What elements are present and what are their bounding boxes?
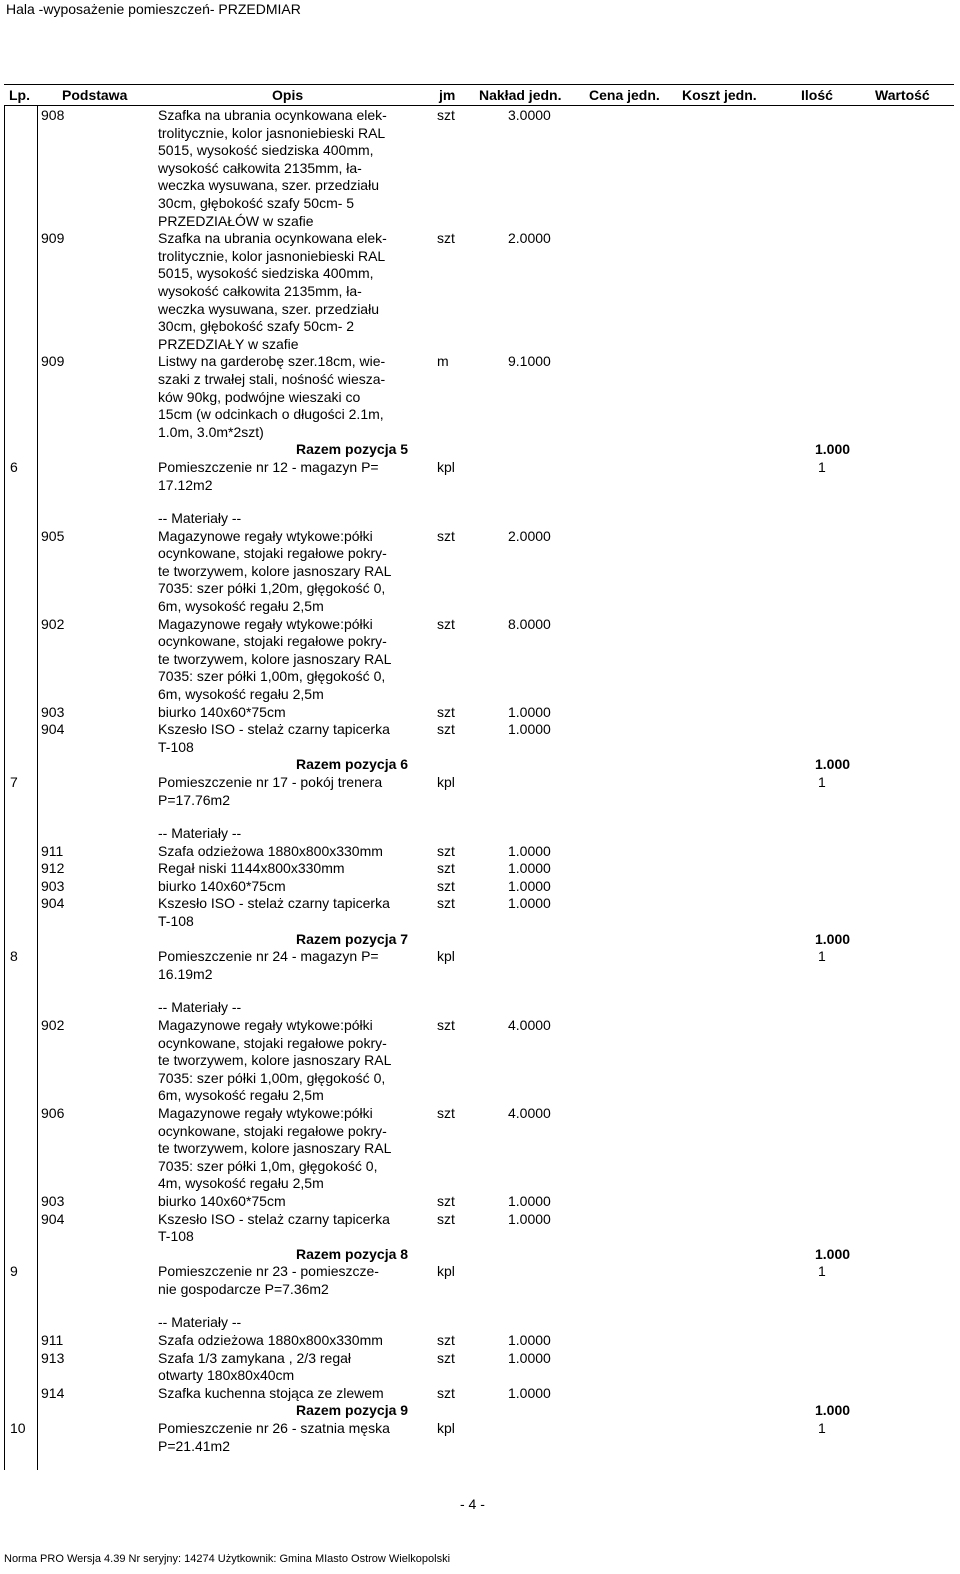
description-line: Magazynowe regały wtykowe:półki	[158, 527, 373, 544]
description-line: 1.0m, 3.0m*2szt)	[158, 423, 264, 440]
description-line: Kszesło ISO - stelaż czarny tapicerka	[158, 895, 390, 912]
description-line: 6m, wysokość regału 2,5m	[158, 598, 324, 615]
unit-cell: m	[437, 353, 449, 370]
section-label: -- Materiały --	[158, 510, 242, 527]
description-line: te tworzywem, kolore jasnoszary RAL	[158, 1140, 392, 1157]
description-line: ocynkowane, stojaki regałowe pokry-	[158, 1034, 387, 1051]
position-total-label: Razem pozycja 6	[296, 756, 409, 773]
description-line: Pomieszczenie nr 12 - magazyn P=	[158, 459, 379, 475]
unit-cell: szt	[437, 895, 455, 912]
description-line: Magazynowe regały wtykowe:półki	[158, 1016, 373, 1033]
description-line: Szafka kuchenna stojąca ze zlewem	[158, 1384, 384, 1401]
catalog-code: 902	[41, 1016, 65, 1033]
header-cena: Cena jedn.	[589, 87, 660, 103]
description-line: Pomieszczenie nr 23 - pomieszcze-	[158, 1263, 379, 1280]
quantity-cell: 4.0000	[508, 1104, 551, 1121]
catalog-code: 903	[41, 877, 65, 894]
position-total-value: 1.000	[815, 1245, 851, 1262]
section-label: -- Materiały --	[158, 825, 242, 842]
header-naklad: Nakład jedn.	[479, 87, 562, 103]
unit-cell: szt	[437, 1192, 455, 1209]
description-line: biurko 140x60*75cm	[158, 1192, 286, 1209]
footer: Norma PRO Wersja 4.39 Nr seryjny: 14274 Użytkownik: Gmina MIasto Ostrow Wielkopolski	[4, 1553, 451, 1565]
quantity-cell: 1.0000	[508, 1192, 551, 1209]
description-line: trolitycznie, kolor jasnoniebieski RAL	[158, 124, 386, 141]
description-line: 7035: szer półki 1,00m, głęgokość 0,	[158, 1069, 386, 1086]
quantity-cell: 1.0000	[508, 877, 551, 894]
description-line: Szafka na ubrania ocynkowana elek-	[158, 230, 387, 247]
header-podstawa: Podstawa	[62, 87, 128, 103]
quantity-cell: 2.0000	[508, 527, 551, 544]
description-line: te tworzywem, kolore jasnoszary RAL	[158, 1052, 392, 1069]
unit-cell: szt	[437, 1384, 455, 1401]
description-line: ków 90kg, podwójne wieszaki co	[158, 388, 361, 405]
description-line: 15cm (w odcinkach o długości 2.1m,	[158, 406, 384, 423]
catalog-code: 902	[41, 615, 65, 632]
description-line: T-108	[158, 913, 194, 930]
description-line: 7035: szer półki 1,0m, głęgokość 0,	[158, 1157, 378, 1174]
quantity-cell: 1.0000	[508, 1210, 551, 1227]
position-quantity: 1	[818, 1419, 826, 1436]
description-line: Kszesło ISO - stelaż czarny tapicerka	[158, 721, 390, 738]
position-total-value: 1.000	[815, 1402, 851, 1419]
catalog-code: 909	[41, 353, 65, 370]
description-line: 5015, wysokość siedziska 400mm,	[158, 265, 374, 282]
description-line: Pomieszczenie nr 26 - szatnia męska	[158, 1419, 390, 1436]
unit-cell: kpl	[437, 948, 455, 965]
quantity-cell: 3.0000	[508, 107, 551, 123]
position-total-label: Razem pozycja 5	[296, 441, 409, 458]
catalog-code: 908	[41, 107, 65, 123]
description-line: 7035: szer półki 1,00m, głęgokość 0,	[158, 668, 386, 685]
header-ilosc: Ilość	[801, 87, 833, 103]
description-line: otwarty 180x80x40cm	[158, 1367, 295, 1384]
quantity-cell: 1.0000	[508, 860, 551, 877]
description-line: wysokość całkowita 2135mm, ła-	[158, 159, 362, 176]
position-quantity: 1	[818, 459, 826, 475]
description-line: T-108	[158, 738, 194, 755]
unit-cell: kpl	[437, 459, 455, 475]
catalog-code: 903	[41, 703, 65, 720]
catalog-code: 913	[41, 1349, 65, 1366]
position-number: 6	[10, 459, 18, 475]
description-line: Szafa odzieżowa 1880x800x330mm	[158, 842, 383, 859]
position-total-label: Razem pozycja 8	[296, 1245, 409, 1262]
description-line: ocynkowane, stojaki regałowe pokry-	[158, 545, 387, 562]
unit-cell: szt	[437, 842, 455, 859]
catalog-code: 911	[41, 842, 64, 859]
table-header	[4, 84, 954, 106]
position-quantity: 1	[818, 774, 826, 791]
description-line: 30cm, głębokość szafy 50cm- 2	[158, 318, 355, 335]
position-number: 9	[10, 1263, 18, 1280]
position-quantity: 1	[818, 948, 826, 965]
description-line: 4m, wysokość regału 2,5m	[158, 1175, 324, 1192]
unit-cell: szt	[437, 1016, 455, 1033]
description-line: Pomieszczenie nr 17 - pokój trenera	[158, 774, 383, 791]
quantity-cell: 1.0000	[508, 842, 551, 859]
unit-cell: szt	[437, 107, 455, 123]
description-line: te tworzywem, kolore jasnoszary RAL	[158, 650, 392, 667]
description-line: 16.19m2	[158, 965, 213, 982]
description-line: 17.12m2	[158, 476, 213, 493]
header-koszt: Koszt jedn.	[682, 87, 757, 103]
description-line: 7035: szer półki 1,20m, głęgokość 0,	[158, 580, 386, 597]
description-line: 30cm, głębokość szafy 50cm- 5	[158, 195, 355, 211]
description-line: 6m, wysokość regału 2,5m	[158, 1087, 324, 1104]
catalog-code: 909	[41, 230, 65, 247]
description-line: nie gospodarcze P=7.36m2	[158, 1280, 329, 1297]
quantity-cell: 1.0000	[508, 895, 551, 912]
catalog-code: 905	[41, 527, 65, 544]
description-line: weczka wysuwana, szer. przedziału	[158, 300, 379, 317]
header-wartosc: Wartość	[875, 87, 930, 103]
position-total-value: 1.000	[815, 930, 851, 947]
description-line: P=21.41m2	[158, 1437, 230, 1454]
unit-cell: szt	[437, 721, 455, 738]
header-jm: jm	[439, 87, 456, 103]
description-line: Magazynowe regały wtykowe:półki	[158, 1104, 373, 1121]
quantity-cell: 9.1000	[508, 353, 551, 370]
position-number: 10	[10, 1419, 26, 1436]
description-line: Szafka na ubrania ocynkowana elek-	[158, 107, 387, 123]
description-line: Magazynowe regały wtykowe:półki	[158, 615, 373, 632]
quantity-cell: 1.0000	[508, 721, 551, 738]
quantity-cell: 1.0000	[508, 1331, 551, 1348]
description-line: trolitycznie, kolor jasnoniebieski RAL	[158, 247, 386, 264]
description-line: T-108	[158, 1228, 194, 1245]
unit-cell: szt	[437, 1331, 455, 1348]
quantity-cell: 8.0000	[508, 615, 551, 632]
page-number: - 4 -	[460, 1496, 485, 1512]
position-number: 7	[10, 774, 18, 791]
catalog-code: 904	[41, 721, 65, 738]
section-label: -- Materiały --	[158, 1314, 242, 1331]
catalog-code: 906	[41, 1104, 65, 1121]
catalog-code: 903	[41, 1192, 65, 1209]
description-line: Pomieszczenie nr 24 - magazyn P=	[158, 948, 379, 965]
unit-cell: kpl	[437, 774, 455, 791]
description-line: 6m, wysokość regału 2,5m	[158, 686, 324, 703]
position-number: 8	[10, 948, 18, 965]
description-line: weczka wysuwana, szer. przedziału	[158, 177, 379, 194]
description-line: Kszesło ISO - stelaż czarny tapicerka	[158, 1210, 390, 1227]
position-total-value: 1.000	[815, 756, 851, 773]
position-total-value: 1.000	[815, 441, 851, 458]
position-quantity: 1	[818, 1263, 826, 1280]
table-border-lp	[37, 105, 38, 1470]
position-total-label: Razem pozycja 7	[296, 930, 409, 947]
quantity-cell: 1.0000	[508, 703, 551, 720]
unit-cell: szt	[437, 230, 455, 247]
quantity-cell: 4.0000	[508, 1016, 551, 1033]
description-line: 5015, wysokość siedziska 400mm,	[158, 142, 374, 159]
description-line: biurko 140x60*75cm	[158, 703, 286, 720]
description-line: Szafa 1/3 zamykana , 2/3 regał	[158, 1349, 351, 1366]
unit-cell: kpl	[437, 1419, 455, 1436]
unit-cell: kpl	[437, 1263, 455, 1280]
description-line: PRZEDZIAŁÓW w szafie	[158, 212, 314, 229]
quantity-cell: 1.0000	[508, 1384, 551, 1401]
description-line: Regał niski 1144x800x330mm	[158, 860, 345, 877]
unit-cell: szt	[437, 1104, 455, 1121]
unit-cell: szt	[437, 527, 455, 544]
description-line: ocynkowane, stojaki regałowe pokry-	[158, 633, 387, 650]
unit-cell: szt	[437, 860, 455, 877]
unit-cell: szt	[437, 1349, 455, 1366]
description-line: szaki z trwałej stali, nośność wiesza-	[158, 371, 386, 387]
unit-cell: szt	[437, 1210, 455, 1227]
quantity-cell: 1.0000	[508, 1349, 551, 1366]
description-line: Listwy na garderobę szer.18cm, wie-	[158, 353, 386, 370]
unit-cell: szt	[437, 615, 455, 632]
description-line: te tworzywem, kolore jasnoszary RAL	[158, 562, 392, 579]
header-lp: Lp.	[9, 87, 30, 103]
catalog-code: 912	[41, 860, 65, 877]
description-line: ocynkowane, stojaki regałowe pokry-	[158, 1122, 387, 1139]
catalog-code: 904	[41, 1210, 65, 1227]
document-title: Hala -wyposażenie pomieszczeń- PRZEDMIAR	[6, 1, 301, 17]
unit-cell: szt	[437, 877, 455, 894]
description-line: PRZEDZIAŁY w szafie	[158, 335, 299, 352]
table-border-left	[4, 105, 5, 1470]
header-opis: Opis	[272, 87, 304, 103]
section-label: -- Materiały --	[158, 999, 242, 1016]
quantity-cell: 2.0000	[508, 230, 551, 247]
description-line: wysokość całkowita 2135mm, ła-	[158, 283, 362, 299]
description-line: P=17.76m2	[158, 791, 230, 808]
description-line: biurko 140x60*75cm	[158, 877, 286, 894]
catalog-code: 911	[41, 1331, 64, 1348]
catalog-code: 914	[41, 1384, 65, 1401]
description-line: Szafa odzieżowa 1880x800x330mm	[158, 1331, 383, 1348]
position-total-label: Razem pozycja 9	[296, 1402, 409, 1419]
unit-cell: szt	[437, 703, 455, 720]
catalog-code: 904	[41, 895, 65, 912]
